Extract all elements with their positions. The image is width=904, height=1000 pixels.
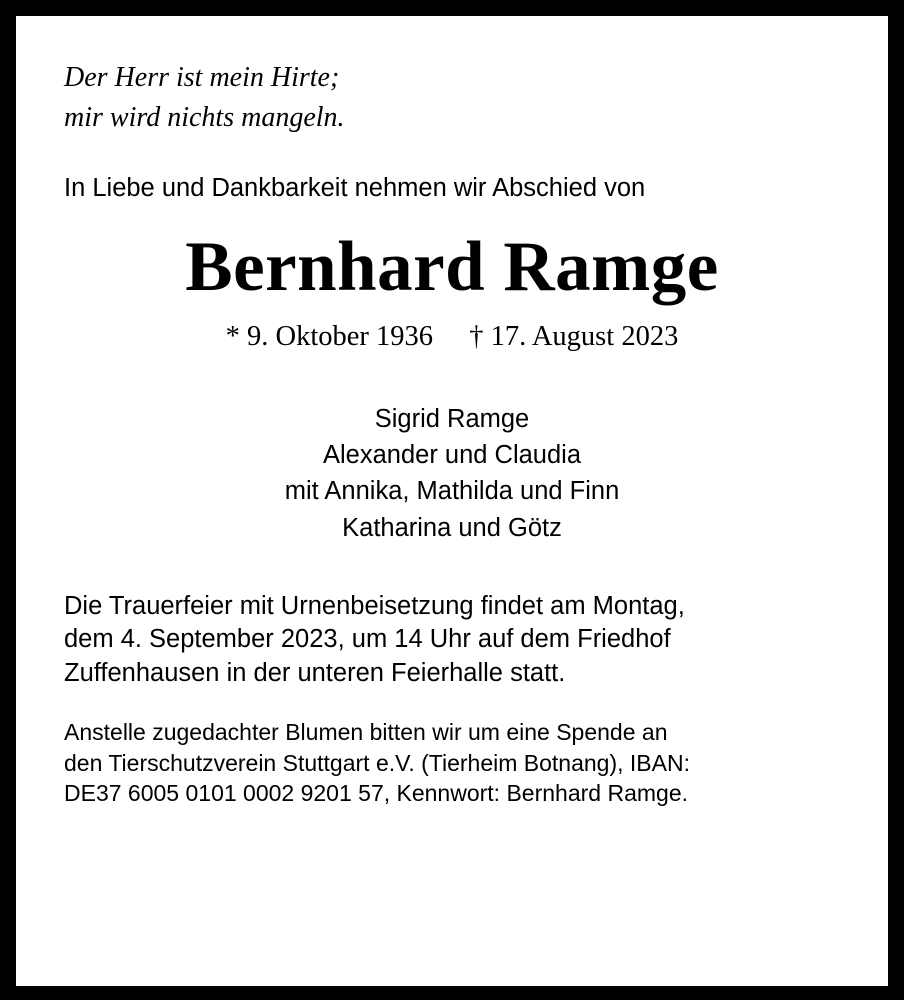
death-date: † 17. August 2023 (469, 320, 679, 352)
life-dates (64, 321, 840, 353)
family-line-1: Sigrid Ramge (374, 404, 530, 433)
bible-verse-line-2: mir wird nichts mangeln. (64, 102, 345, 134)
family-line-4: Katharina und Götz (342, 513, 562, 542)
surviving-family (64, 401, 840, 546)
deceased-name: Bernhard Ramge (185, 227, 719, 306)
donation-line-2: den Tierschutzverein Stuttgart e.V. (Tierheim Botnang), IBAN: (64, 749, 690, 776)
bible-verse (64, 58, 840, 139)
intro-text: In Liebe und Dankbarkeit nehmen wir Abschied von (64, 173, 646, 202)
ceremony-line-1: Die Trauerfeier mit Urnenbeisetzung findet am Montag, (64, 591, 685, 620)
ceremony-line-3: Zuffenhausen in der unteren Feierhalle statt. (64, 659, 566, 688)
donation-line-1: Anstelle zugedachter Blumen bitten wir um eine Spende an (64, 718, 668, 745)
family-line-3: mit Annika, Mathilda und Finn (284, 477, 620, 506)
family-line-2: Alexander und Claudia (322, 441, 581, 470)
ceremony-details (64, 590, 840, 691)
obituary-content (16, 16, 888, 986)
birth-date: * 9. Oktober 1936 (225, 320, 434, 352)
donation-line-3: DE37 6005 0101 0002 9201 57, Kennwort: Bernhard Ramge. (64, 780, 688, 807)
ceremony-line-2: dem 4. September 2023, um 14 Uhr auf dem Friedhof (64, 625, 671, 654)
bible-verse-line-1: Der Herr ist mein Hirte; (64, 62, 340, 93)
donation-request (64, 717, 840, 809)
